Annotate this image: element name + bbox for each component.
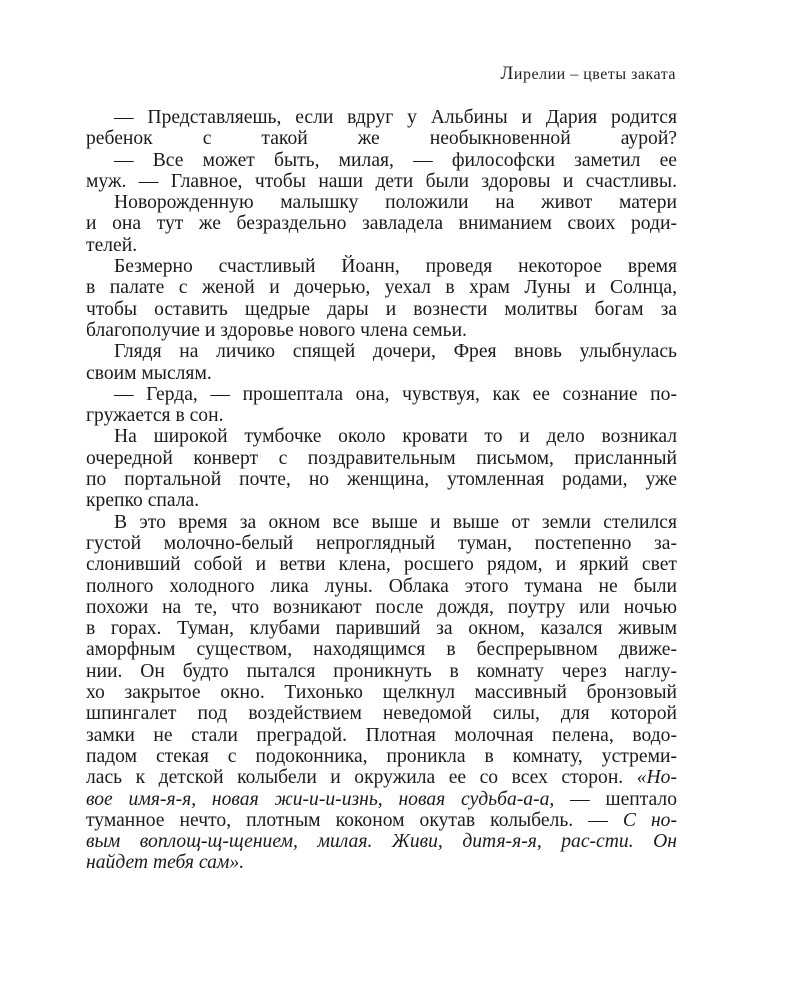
text-line: падом стекая с подоконника, проникла в комнату, устреми- <box>86 745 677 767</box>
text-line: густой молочно-белый непроглядный туман, постепенно за- <box>86 532 677 554</box>
text-line: — Все может быть, милая, — философски заметил ее <box>114 149 677 171</box>
text-line: муж. — Главное, чтобы наши дети были здоровы и счастливы. <box>86 170 677 192</box>
text-line: в палате с женой и дочерью, уехал в храм Луны и Солнца, <box>86 277 677 299</box>
text-line: Глядя на личико спящей дочери, Фрея вновь улыбнулась <box>114 341 677 363</box>
text-line: туманное нечто, плотным коконом окутав колыбель. — С но- <box>86 809 678 831</box>
text-line: Новорожденную малышку положили на живот матери <box>114 192 677 214</box>
text-line: В это время за окном все выше и выше от земли стелился <box>114 511 677 533</box>
text-line: найдет тебя сам». <box>86 852 245 874</box>
text-line: ребенок с такой же необыкновенной аурой? <box>86 128 677 150</box>
text-line: лась к детской колыбели и окружила ее со всех сторон. «Но- <box>86 767 677 789</box>
text-line: вое имя-я-я, новая жи-и-и-изнь, новая судьба-а-а, — шептало <box>86 788 678 810</box>
text-line: полного холодного лика луны. Облака этого тумана не были <box>86 575 677 597</box>
text-line: слонивший собой и ветви клена, росшего рядом, и яркий свет <box>86 554 677 576</box>
text-line: гружается в сон. <box>86 405 224 427</box>
text-line: аморфным существом, находящимся в беспрерывном движе- <box>86 639 677 661</box>
text-line: На широкой тумбочке около кровати то и дело возникал <box>114 426 677 448</box>
text-line: Безмерно счастливый Йоанн, проведя некоторое время <box>114 256 677 278</box>
text-line: благополучие и здоровье нового члена семьи. <box>86 319 467 341</box>
text-line: в горах. Туман, клубами паривший за окном, казался живым <box>86 618 677 640</box>
body-text <box>86 107 677 874</box>
text-line: замки не стали преградой. Плотная молочная пелена, водо- <box>86 724 677 746</box>
text-line: нии. Он будто пытался проникнуть в комнату через наглу- <box>86 660 677 682</box>
running-head-rest: ирелии – цветы заката <box>513 66 676 83</box>
text-line: хо закрытое окно. Тихонько щелкнул массивный бронзовый <box>86 682 677 704</box>
text-line: по портальной почте, но женщина, утомленная родами, уже <box>86 469 677 491</box>
text-line: вым воплощ-щ-щением, милая. Живи, дитя-я-я, рас-сти. Он <box>86 831 677 853</box>
text-line: крепко спала. <box>86 490 200 512</box>
text-line: чтобы оставить щедрые дары и вознести молитвы богам за <box>86 298 677 320</box>
text-line: телей. <box>86 234 138 256</box>
text-line: — Представляешь, если вдруг у Альбины и Дария родится <box>114 107 677 128</box>
text-line: похожи на те, что возникают после дождя, поутру или ночью <box>86 596 677 618</box>
text-line: — Герда, — прошептала она, чувствуя, как ее сознание по- <box>114 383 677 405</box>
text-line: шпингалет под воздействием неведомой силы, для которой <box>86 703 677 725</box>
text-line: и она тут же безраздельно завладела вниманием своих роди- <box>86 213 677 235</box>
text-line: своим мыслям. <box>86 362 212 384</box>
text-line: очередной конверт с поздравительным письмом, присланный <box>86 447 677 469</box>
running-head-initial: Л <box>500 63 514 84</box>
running-head <box>501 63 676 85</box>
